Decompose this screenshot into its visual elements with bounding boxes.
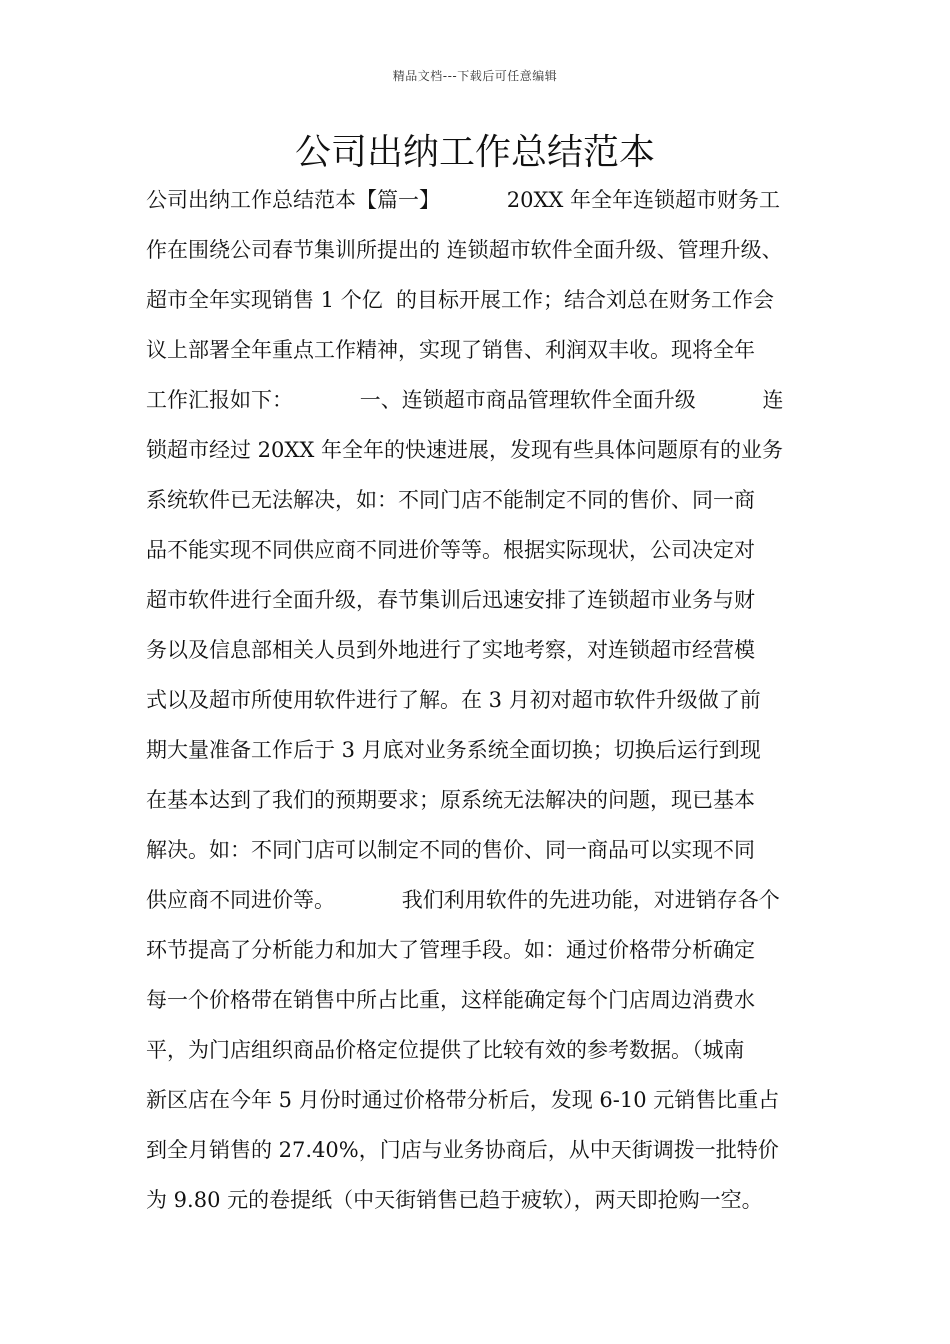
body-line: 超市全年实现销售 1 个亿 的目标开展工作；结合刘总在财务工作会 bbox=[146, 288, 775, 312]
body-line: 供应商不同进价等。 我们利用软件的先进功能，对进销存各个 bbox=[146, 888, 780, 912]
body-line: 务以及信息部相关人员到外地进行了实地考察，对连锁超市经营模 bbox=[146, 638, 755, 662]
body-line: 作在围绕公司春节集训所提出的 连锁超市软件全面升级、管理升级、 bbox=[146, 238, 783, 262]
body-line: 期大量准备工作后于 3 月底对业务系统全面切换；切换后运行到现 bbox=[146, 738, 761, 762]
body-line: 品不能实现不同供应商不同进价等等。根据实际现状，公司决定对 bbox=[146, 538, 755, 562]
body-line: 超市软件进行全面升级，春节集训后迅速安排了连锁超市业务与财 bbox=[146, 588, 755, 612]
body-line: 解决。如：不同门店可以制定不同的售价、同一商品可以实现不同 bbox=[146, 838, 755, 862]
body-line: 到全月销售的 27.40%，门店与业务协商后，从中天街调拨一批特价 bbox=[146, 1138, 779, 1162]
body-line: 每一个价格带在销售中所占比重，这样能确定每个门店周边消费水 bbox=[146, 988, 755, 1012]
body-line: 公司出纳工作总结范本【篇一】 20XX 年全年连锁超市财务工 bbox=[146, 188, 781, 212]
body-line: 系统软件已无法解决，如：不同门店不能制定不同的售价、同一商 bbox=[146, 488, 755, 512]
body-line: 议上部署全年重点工作精神，实现了销售、利润双丰收。现将全年 bbox=[146, 338, 755, 362]
body-line: 平，为门店组织商品价格定位提供了比较有效的参考数据。（城南 bbox=[146, 1038, 745, 1062]
body-line: 锁超市经过 20XX 年全年的快速进展，发现有些具体问题原有的业务 bbox=[146, 438, 783, 462]
body-line: 在基本达到了我们的预期要求；原系统无法解决的问题，现已基本 bbox=[146, 788, 755, 812]
header-note: 精品文档---下载后可任意编辑 bbox=[392, 69, 558, 83]
document-title: 公司出纳工作总结范本 bbox=[294, 132, 655, 173]
body-line: 新区店在今年 5 月份时通过价格带分析后，发现 6-10 元销售比重占 bbox=[146, 1088, 780, 1112]
body-line: 为 9.80 元的卷提纸（中天街销售已趋于疲软），两天即抢购一空。 bbox=[146, 1188, 763, 1212]
body-line: 式以及超市所使用软件进行了解。在 3 月初对超市软件升级做了前 bbox=[146, 688, 761, 712]
body-line: 环节提高了分析能力和加大了管理手段。如：通过价格带分析确定 bbox=[146, 938, 755, 962]
body-line: 工作汇报如下： 一、连锁超市商品管理软件全面升级 连 bbox=[146, 388, 784, 412]
